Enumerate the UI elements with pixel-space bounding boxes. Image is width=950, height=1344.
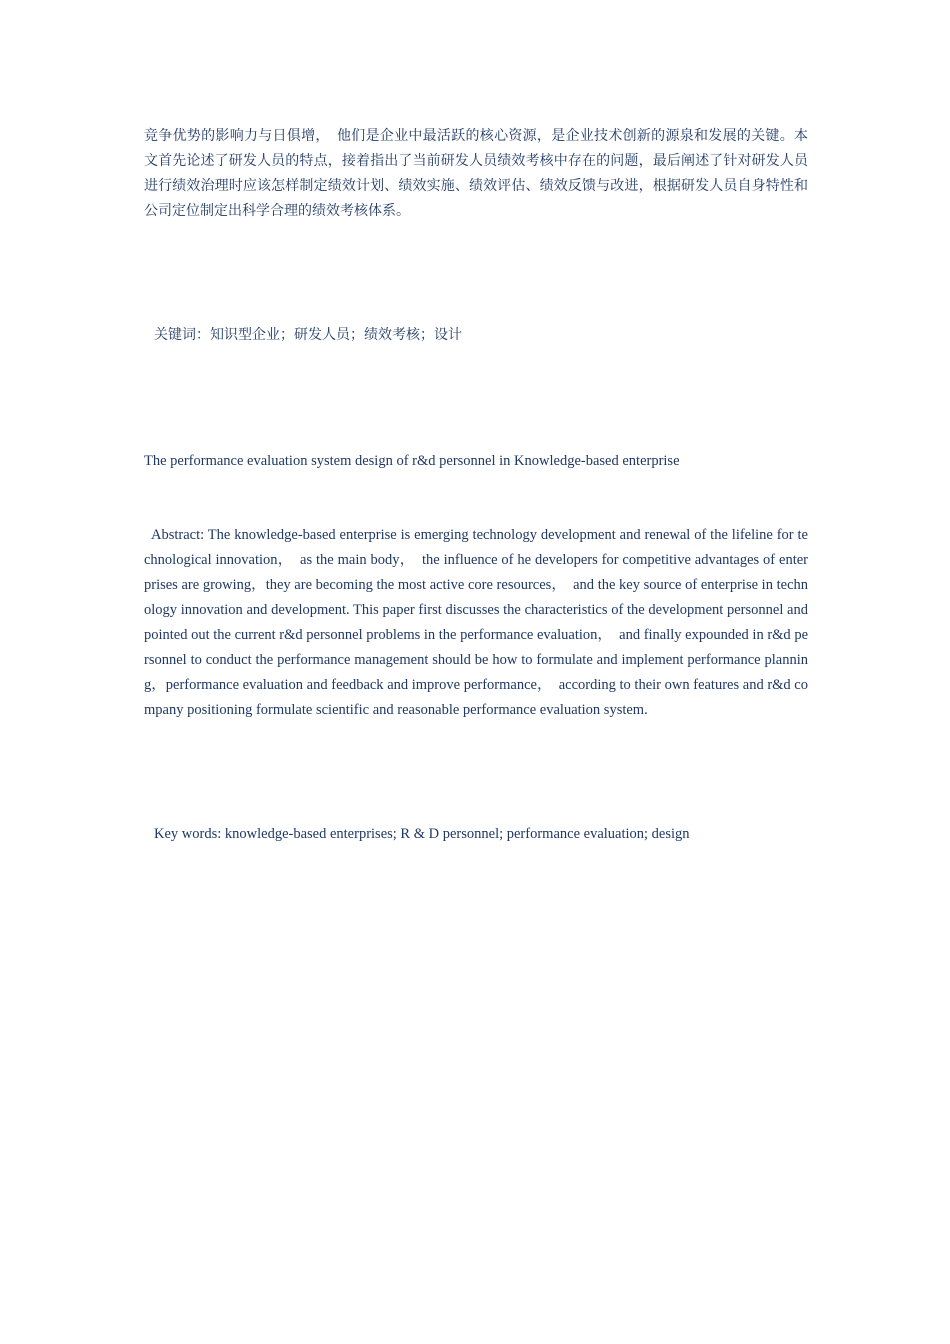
chinese-keywords: 关键词：知识型企业；研发人员；绩效考核；设计	[154, 328, 462, 343]
english-abstract-paragraph: Abstract: The knowledge-based enterprise is emerging technology development and renewal of the lifeline for technological innovation， as the main body， the influence of he developers for competitive advantages of enterprises are growing，they are becoming the most active core resources， and the key source of enterprise in technology innovation and development. This paper first discusses the characteristics of the development personnel and pointed out the current r&d personnel problems in the performance evaluation， and finally expounded in r&d personnel to conduct the performance management should be how to formulate and implement performance planning，performance evaluation and feedback and improve performance， according to their own features and r&d company positioning formulate scientific and reasonable performance evaluation system.	[144, 527, 808, 718]
english-title: The performance evaluation system design of r&d personnel in Knowledge-based enterprise	[144, 453, 680, 469]
english-keywords: Key words: knowledge-based enterprises; R & D personnel; performance evaluation; design	[154, 826, 690, 842]
chinese-abstract-paragraph: 竞争优势的影响力与日俱增， 他们是企业中最活跃的核心资源，是企业技术创新的源泉和发展的关键。本文首先论述了研发人员的特点，接着指出了当前研发人员绩效考核中存在的问题，最后阐述了针对研发人员进行绩效治理时应该怎样制定绩效计划、绩效实施、绩效评估、绩效反馈与改进，根据研发人员自身特性和公司定位制定出科学合理的绩效考核体系。	[144, 129, 808, 219]
